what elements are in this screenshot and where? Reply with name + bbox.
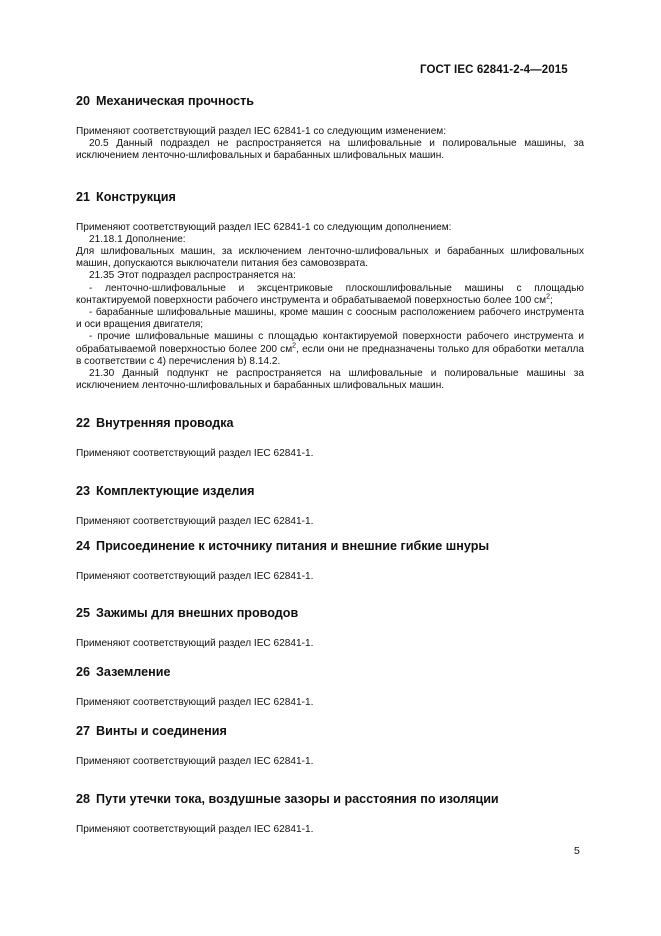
- section-number: 24: [76, 538, 91, 553]
- paragraph: 21.18.1 Дополнение:: [89, 233, 186, 245]
- section-heading: Пути утечки тока, воздушные зазоры и расстояния по изоляции: [96, 791, 499, 806]
- section-number: 28: [76, 791, 91, 806]
- section-heading: Заземление: [96, 665, 171, 680]
- section-title: [76, 189, 584, 205]
- section-number: 22: [76, 416, 91, 431]
- list-item: - ленточно-шлифовальные и эксцентриковые плоскошлифовальные машины с площадью контактируемой поверхности рабочего инструмента и обрабатываемой поверхностью более 100 $см^2$;: [76, 282, 584, 306]
- section-title: [76, 538, 584, 554]
- section-heading: Механическая прочность: [96, 94, 255, 108]
- section-heading: Комплектующие изделия: [96, 483, 255, 498]
- paragraph: 21.30 Данный подпункт не распространяется на шлифовальные и полировальные машины за исключением ленточно-шлифовальных и барабанных шлифовальных машин.: [76, 368, 584, 392]
- paragraph: 20.5 Данный подраздел не распространяется на шлифовальные и полировальные машины, за исключением ленточно-шлифовальных и барабанных шлифовальных машин.: [76, 138, 584, 162]
- paragraph: Применяют соответствующий раздел IEC 62841-1.: [76, 697, 314, 709]
- list-item: - барабанные шлифовальные машины, кроме машин с соосным расположением рабочего инструмента и оси вращения двигателя;: [76, 307, 584, 331]
- paragraph: Применяют соответствующий раздел IEC 62841-1.: [76, 448, 314, 460]
- paragraph: Применяют соответствующий раздел IEC 62841-1.: [76, 515, 314, 527]
- section-title: [76, 483, 584, 499]
- section-number: 23: [76, 483, 91, 498]
- section-26: [76, 664, 584, 709]
- section-number: 20: [76, 94, 91, 108]
- paragraph: Применяют соответствующий раздел IEC 62841-1 со следующим дополнением:: [76, 221, 452, 233]
- section-heading: Внутренняя проводка: [96, 416, 234, 431]
- section-title: [76, 415, 584, 431]
- section-title: [76, 791, 584, 807]
- paragraph: 21.35 Этот подраздел распространяется на:: [89, 270, 296, 282]
- section-heading: Конструкция: [96, 189, 176, 204]
- section-number: 21: [76, 189, 91, 204]
- section-title: [76, 664, 584, 680]
- section-21: [76, 189, 584, 393]
- paragraph: Применяют соответствующий раздел IEC 62841-1.: [76, 570, 314, 582]
- paragraph: Для шлифовальных машин, за исключением ленточно-шлифовальных и барабанных шлифовальных машин, допускаются выключатели питания без самовозврата.: [76, 246, 584, 270]
- section-number: 27: [76, 724, 91, 739]
- section-heading: Присоединение к источнику питания и внешние гибкие шнуры: [96, 538, 490, 553]
- section-title: [76, 93, 584, 109]
- paragraph: Применяют соответствующий раздел IEC 62841-1 со следующим изменением:: [76, 126, 447, 137]
- section-25: [76, 605, 584, 650]
- list-item: - прочие шлифовальные машины с площадью контактируемой поверхности рабочего инструмента и обрабатываемой поверхностью более 200 $см^2$, если они не предназначены только для обработки металла в соответствии с 4) перечисления b) 8.14.2.: [76, 331, 584, 367]
- section-number: 26: [76, 665, 91, 680]
- paragraph: Применяют соответствующий раздел IEC 62841-1.: [76, 756, 314, 768]
- section-24: [76, 538, 584, 583]
- page-content: [76, 93, 584, 836]
- paragraph: Применяют соответствующий раздел IEC 62841-1.: [76, 823, 314, 835]
- section-title: [76, 605, 584, 621]
- section-number: 25: [76, 606, 91, 621]
- section-title: [76, 723, 584, 739]
- section-heading: Зажимы для внешних проводов: [96, 606, 299, 621]
- document-code-header: ГОСТ IEC 62841-2-4—2015: [420, 64, 568, 76]
- section-heading: Винты и соединения: [96, 724, 227, 739]
- section-22: [76, 415, 584, 460]
- section-20: [76, 93, 584, 163]
- section-28: [76, 791, 584, 836]
- paragraph: Применяют соответствующий раздел IEC 62841-1.: [76, 638, 314, 650]
- page-number: 5: [574, 845, 580, 857]
- section-27: [76, 723, 584, 768]
- section-23: [76, 483, 584, 528]
